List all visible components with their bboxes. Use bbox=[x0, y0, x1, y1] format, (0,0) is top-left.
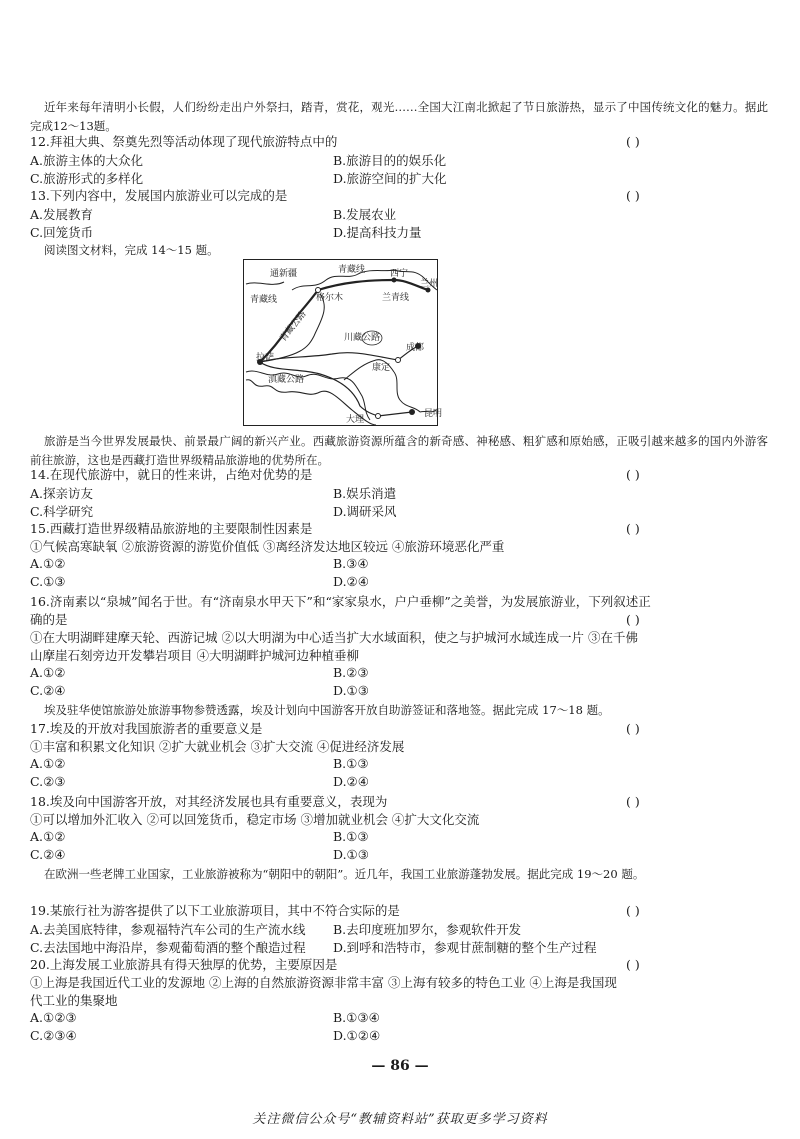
q20-items-line2: 代工业的集聚地 bbox=[30, 993, 118, 1008]
q15-stem: 15.西藏打造世界级精品旅游地的主要限制性因素是 bbox=[30, 521, 313, 536]
q15-option-a: A.①② bbox=[30, 556, 66, 571]
q16-option-c: C.②④ bbox=[30, 683, 66, 698]
q14-paren: ( ) bbox=[626, 467, 640, 482]
q17-paren: ( ) bbox=[626, 721, 640, 736]
q14-option-d: D.调研采风 bbox=[333, 504, 397, 519]
golmud-dot bbox=[316, 288, 321, 293]
q15-option-c: C.①③ bbox=[30, 574, 66, 589]
q20-items-line1: ①上海是我国近代工业的发源地 ②上海的自然旅游资源非常丰富 ③上海有较多的特色工业 ④上海是我国现 bbox=[30, 975, 617, 990]
q16-stem-line1: 16.济南素以“泉城”闻名于世。有“济南泉水甲天下”和“家家泉水，户户垂柳”之美誉，为发展旅游业，下列叙述正 bbox=[30, 594, 651, 609]
q14-option-b: B.娱乐消遣 bbox=[333, 486, 397, 501]
q12-paren: ( ) bbox=[626, 134, 640, 149]
tibet-route-map bbox=[243, 259, 443, 426]
kunming-dot bbox=[409, 409, 415, 415]
q17-option-b: B.①③ bbox=[333, 756, 369, 771]
q13-option-b: B.发展农业 bbox=[333, 207, 397, 222]
dali-dot bbox=[376, 414, 381, 419]
q19-option-a: A.去美国底特律，参观福特汽车公司的生产流水线 bbox=[30, 922, 306, 937]
q13-option-d: D.提高科技力量 bbox=[333, 225, 422, 240]
q16-stem-line2: 确的是 bbox=[30, 612, 68, 627]
q16-option-a: A.①② bbox=[30, 665, 66, 680]
svg-text:青藏线: 青藏线 bbox=[250, 295, 278, 305]
svg-text:兰州: 兰州 bbox=[420, 279, 439, 289]
map-figure bbox=[244, 260, 443, 425]
q18-option-d: D.①③ bbox=[333, 847, 369, 862]
q15-items: ①气候高寒缺氧 ②旅游资源的游览价值低 ③离经济发达地区较远 ④旅游环境恶化严重 bbox=[30, 539, 505, 554]
q16-items-line1: ①在大明湖畔建摩天轮、西游记城 ②以大明湖为中心适当扩大水域面积，使之与护城河水域连成一片 ③在千佛 bbox=[30, 630, 638, 645]
q20-option-a: A.①②③ bbox=[30, 1010, 77, 1025]
q20-paren: ( ) bbox=[626, 957, 640, 972]
svg-text:康定: 康定 bbox=[372, 363, 391, 373]
q14-option-a: A.探亲访友 bbox=[30, 486, 94, 501]
q16-items-line2: 山摩崖石刻旁边开发攀岩项目 ④大明湖畔护城河边种植垂柳 bbox=[30, 648, 359, 663]
q18-option-a: A.①② bbox=[30, 829, 66, 844]
svg-text:川藏公路: 川藏公路 bbox=[344, 333, 381, 343]
intro-12-13: 近年来每年清明小长假，人们纷纷走出户外祭扫，踏青，赏花，观光……全国大江南北掀起了节日旅游热，显示了中国传统文化的魅力。据此完成12～13题。 bbox=[30, 100, 768, 133]
q12-option-a: A.旅游主体的大众化 bbox=[30, 153, 144, 168]
q12-stem: 12.拜祖大典、祭奠先烈等活动体现了现代旅游特点中的 bbox=[30, 134, 338, 149]
q16-paren: ( ) bbox=[626, 612, 640, 627]
q16-option-b: B.②③ bbox=[333, 665, 369, 680]
q15-paren: ( ) bbox=[626, 521, 640, 536]
svg-text:青藏公路: 青藏公路 bbox=[278, 309, 309, 344]
q18-option-b: B.①③ bbox=[333, 829, 369, 844]
q12-option-d: D.旅游空间的扩大化 bbox=[333, 171, 447, 186]
q12-option-b: B.旅游目的的娱乐化 bbox=[333, 153, 447, 168]
q13-option-a: A.发展教育 bbox=[30, 207, 94, 222]
q18-option-c: C.②④ bbox=[30, 847, 66, 862]
svg-text:格尔木: 格尔木 bbox=[316, 293, 344, 303]
intro-17-18: 埃及驻华使馆旅游处旅游事物参赞透露，埃及计划向中国游客开放自助游签证和落地签。据此完成 17～18 题。 bbox=[44, 703, 610, 717]
q18-items: ①可以增加外汇收入 ②可以回笼货币，稳定市场 ③增加就业机会 ④扩大文化交流 bbox=[30, 812, 480, 827]
q17-option-d: D.②④ bbox=[333, 774, 369, 789]
q17-option-a: A.①② bbox=[30, 756, 66, 771]
svg-text:通新疆: 通新疆 bbox=[270, 269, 298, 279]
q17-stem: 17.埃及的开放对我国旅游者的重要意义是 bbox=[30, 721, 263, 736]
page-number: — 86 — bbox=[371, 1058, 429, 1074]
q13-option-c: C.回笼货币 bbox=[30, 225, 94, 240]
q14-stem: 14.在现代旅游中，就日的性来讲，占绝对优势的是 bbox=[30, 467, 313, 482]
q13-stem: 13.下列内容中，发展国内旅游业可以完成的是 bbox=[30, 188, 288, 203]
q12-option-c: C.旅游形式的多样化 bbox=[30, 171, 144, 186]
svg-text:兰青线: 兰青线 bbox=[382, 293, 410, 303]
q15-option-b: B.③④ bbox=[333, 556, 369, 571]
svg-text:拉萨: 拉萨 bbox=[256, 353, 275, 363]
q18-paren: ( ) bbox=[626, 794, 640, 809]
q19-option-b: B.去印度班加罗尔，参观软件开发 bbox=[333, 922, 522, 937]
q20-option-d: D.①②④ bbox=[333, 1028, 381, 1043]
svg-text:青藏线: 青藏线 bbox=[338, 265, 366, 275]
q20-option-b: B.①③④ bbox=[333, 1010, 380, 1025]
q18-stem: 18.埃及向中国游客开放，对其经济发展也具有重要意义，表现为 bbox=[30, 794, 388, 809]
footer-note: 关注微信公众号“教辅资料站”获取更多学习资料 bbox=[252, 1112, 548, 1127]
intro-19-20: 在欧洲一些老牌工业国家，工业旅游被称为“朝阳中的朝阳”。近几年，我国工业旅游蓬勃发展。据此完成 19～20 题。 bbox=[44, 867, 645, 881]
q17-items: ①丰富和积累文化知识 ②扩大就业机会 ③扩大交流 ④促进经济发展 bbox=[30, 739, 405, 754]
q19-option-d: D.到呼和浩特市，参观甘蔗制糖的整个生产过程 bbox=[333, 940, 597, 955]
q14-option-c: C.科学研究 bbox=[30, 504, 94, 519]
q20-stem: 20.上海发展工业旅游具有得天独厚的优势，主要原因是 bbox=[30, 957, 338, 972]
q20-option-c: C.②③④ bbox=[30, 1028, 77, 1043]
svg-text:成都: 成都 bbox=[406, 343, 425, 353]
svg-text:昆明: 昆明 bbox=[424, 409, 443, 419]
q19-option-c: C.去法国地中海沿岸，参观葡萄酒的整个酿造过程 bbox=[30, 940, 306, 955]
q16-option-d: D.①③ bbox=[333, 683, 369, 698]
q19-stem: 19.某旅行社为游客提供了以下工业旅游项目，其中不符合实际的是 bbox=[30, 903, 400, 918]
svg-text:滇藏公路: 滇藏公路 bbox=[268, 375, 305, 385]
q13-paren: ( ) bbox=[626, 188, 640, 203]
kangding-dot bbox=[396, 358, 401, 363]
svg-text:西宁: 西宁 bbox=[390, 269, 409, 279]
q19-paren: ( ) bbox=[626, 903, 640, 918]
tibet-paragraph: 旅游是当今世界发展最快、前景最广阔的新兴产业。西藏旅游资源所蕴含的新奇感、神秘感、粗犷感和原始感，正吸引越来越多的国内外游客前往旅游，这也是西藏打造世界级精品旅游地的优势所在。 bbox=[30, 434, 768, 467]
q17-option-c: C.②③ bbox=[30, 774, 66, 789]
q15-option-d: D.②④ bbox=[333, 574, 369, 589]
intro-14-15: 阅读图文材料，完成 14～15 题。 bbox=[44, 243, 219, 257]
svg-text:大理: 大理 bbox=[346, 415, 365, 425]
